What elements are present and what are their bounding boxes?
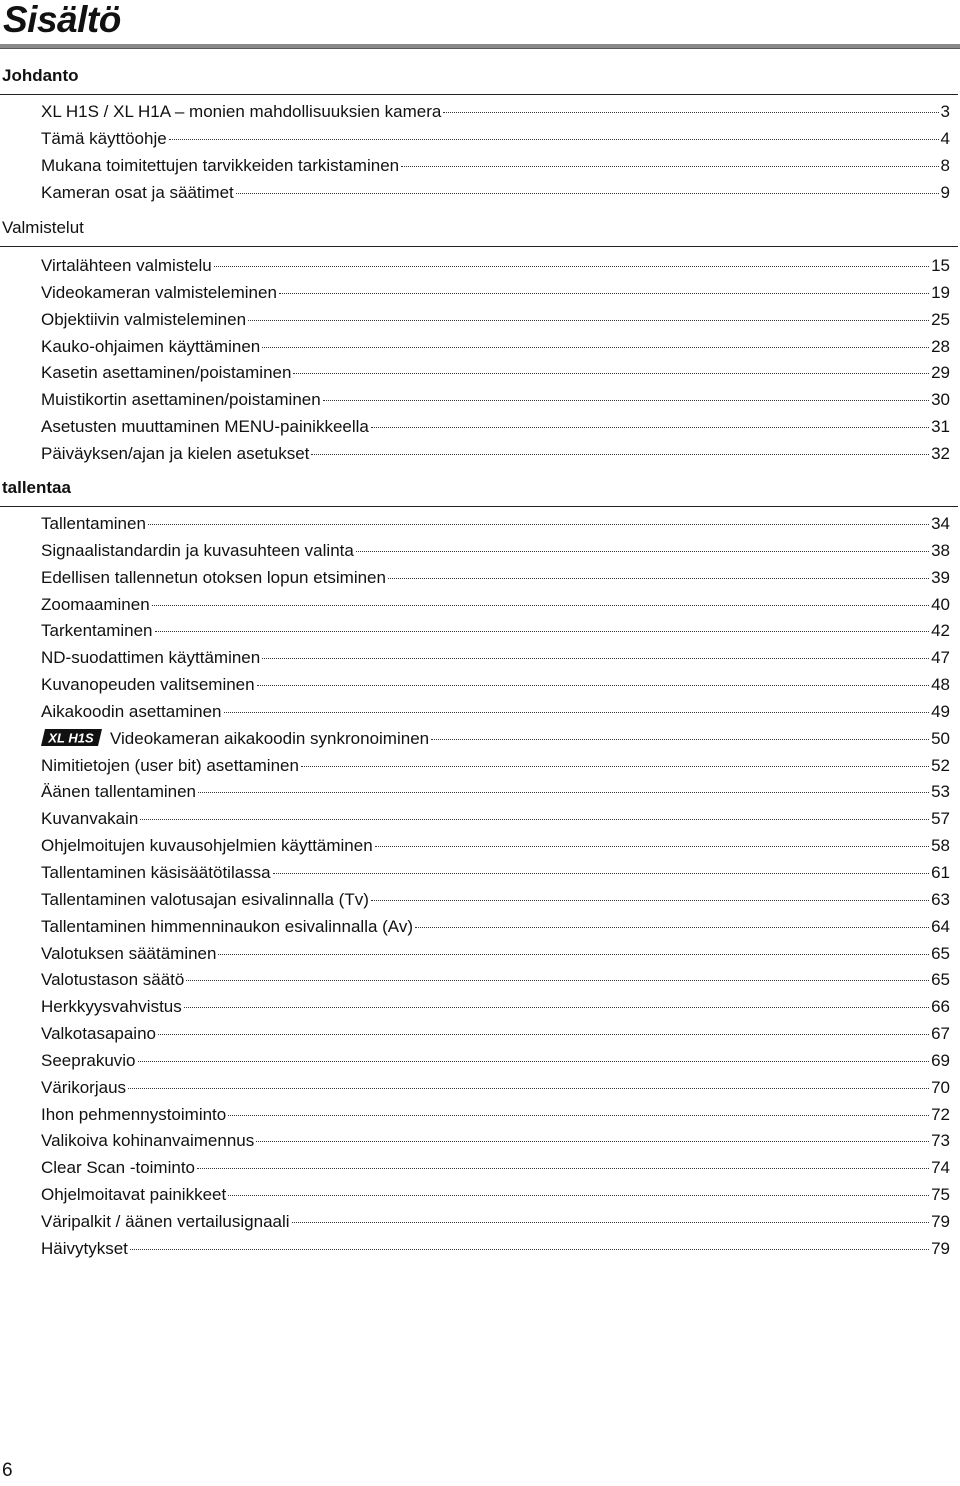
toc-entry[interactable] (41, 414, 950, 441)
toc-entry[interactable] (41, 753, 950, 780)
toc-entry-title: Kasetin asettaminen/poistaminen (41, 363, 292, 383)
toc-entry-title: Valotuksen säätäminen (41, 943, 217, 963)
toc-entry-title: Kuvanvakain (41, 809, 139, 829)
toc-entry[interactable] (41, 387, 950, 414)
section-rule (0, 94, 958, 95)
dot-leader (152, 605, 929, 606)
dot-leader (262, 658, 929, 659)
dot-leader (128, 1088, 929, 1089)
toc-entry[interactable] (41, 967, 950, 994)
toc-entry-title: Nimitietojen (user bit) asettaminen (41, 755, 299, 775)
toc-entry[interactable] (41, 334, 950, 361)
toc-entry[interactable] (41, 180, 950, 207)
toc-page-number: 66 (931, 997, 950, 1017)
toc-page-number: 57 (931, 809, 950, 829)
dot-leader (415, 927, 929, 928)
toc-entry[interactable] (41, 441, 950, 468)
dot-leader (293, 373, 929, 374)
dot-leader (169, 139, 939, 140)
toc-page-number: 75 (931, 1185, 950, 1205)
title-rule (0, 44, 960, 49)
toc-entry[interactable] (41, 538, 950, 565)
toc-entry-title: Kameran osat ja säätimet (41, 182, 234, 202)
toc-page-number: 49 (931, 701, 950, 721)
dot-leader (228, 1195, 929, 1196)
toc-page-number: 53 (931, 782, 950, 802)
dot-leader (186, 980, 929, 981)
toc-page-number: 28 (931, 336, 950, 356)
toc-entry[interactable] (41, 1075, 950, 1102)
dot-leader (323, 400, 929, 401)
toc-entry[interactable] (41, 1102, 950, 1129)
toc-page-number: 15 (931, 256, 950, 275)
dot-leader (140, 819, 929, 820)
toc-page-number: 64 (931, 916, 950, 936)
toc-entry[interactable] (41, 672, 950, 699)
toc-entry[interactable] (41, 860, 950, 887)
toc-entry[interactable] (41, 99, 950, 126)
dot-leader (371, 427, 929, 428)
toc-page-number: 61 (931, 862, 950, 882)
toc-entry-title: Tallentaminen himmenninaukon esivalinnalla (Av) (41, 916, 413, 936)
toc-entry[interactable] (41, 1155, 950, 1182)
dot-leader (279, 293, 929, 294)
toc-entry-title: Tallentaminen (41, 514, 146, 533)
dot-leader (301, 766, 929, 767)
toc-page-number: 67 (931, 1024, 950, 1044)
toc-entry-title: Clear Scan -toiminto (41, 1158, 196, 1178)
dot-leader (273, 873, 929, 874)
dot-leader (371, 900, 929, 901)
toc-entry-title: Häivytykset (41, 1238, 128, 1258)
toc-entry[interactable] (41, 1128, 950, 1155)
toc-entry[interactable] (41, 699, 950, 726)
dot-leader (130, 1249, 929, 1250)
toc-entry[interactable] (41, 726, 950, 753)
toc-list (41, 253, 950, 468)
dot-leader (443, 112, 938, 113)
toc-page-number: 70 (931, 1077, 950, 1097)
dot-leader (375, 846, 929, 847)
toc-entry[interactable] (41, 833, 950, 860)
toc-entry-title: ND-suodattimen käyttäminen (41, 648, 261, 668)
dot-leader (228, 1115, 929, 1116)
toc-page-number: 42 (931, 621, 950, 641)
toc-page-number: 65 (931, 943, 950, 963)
toc-entry-title: Aikakoodin asettaminen (41, 701, 222, 721)
dot-leader (148, 524, 929, 525)
toc-entry[interactable] (41, 806, 950, 833)
toc-entry-title: Herkkyysvahvistus (41, 997, 182, 1017)
toc-entry-title: Seeprakuvio (41, 1050, 136, 1070)
toc-entry-title: Zoomaaminen (41, 594, 150, 614)
toc-entry-title: Tallentaminen valotusajan esivalinnalla (Tv) (41, 889, 369, 909)
toc-page-number: 34 (931, 514, 950, 533)
dot-leader (218, 954, 929, 955)
toc-list (41, 99, 950, 206)
dot-leader (224, 712, 930, 713)
page-number: 6 (2, 1460, 13, 1481)
dot-leader (214, 266, 929, 267)
xl-h1s-model-badge (41, 729, 102, 746)
toc-page-number: 3 (940, 102, 950, 121)
toc-entry[interactable] (41, 360, 950, 387)
toc-page-number: 73 (931, 1131, 950, 1151)
toc-page-number: 19 (931, 282, 950, 302)
toc-entry[interactable] (41, 253, 950, 280)
toc-page-number: 52 (931, 755, 950, 775)
toc-entry[interactable] (41, 779, 950, 806)
toc-list (41, 511, 950, 1263)
toc-page-number: 69 (931, 1050, 950, 1070)
toc-entry-title-text: Videokameran aikakoodin synkronoiminen (110, 728, 430, 748)
toc-entry-title: Tallentaminen käsisäätötilassa (41, 862, 271, 882)
section-rule (0, 246, 958, 247)
toc-page-number: 4 (940, 128, 950, 148)
dot-leader (155, 631, 930, 632)
dot-leader (292, 1222, 930, 1223)
toc-entry-title: Signaalistandardin ja kuvasuhteen valinta (41, 540, 354, 560)
toc-entry-title: XL H1S / XL H1A – monien mahdollisuuksien kamera (41, 102, 442, 121)
toc-entry-title: Värikorjaus (41, 1077, 127, 1097)
toc-page-number: 38 (931, 540, 950, 560)
toc-page-number: 79 (931, 1211, 950, 1231)
toc-entry-title: Ohjelmoitujen kuvausohjelmien käyttäminen (41, 836, 373, 856)
section-heading: Johdanto (2, 66, 79, 85)
dot-leader (262, 347, 929, 348)
toc-entry-title: Päiväyksen/ajan ja kielen asetukset (41, 443, 310, 463)
toc-entry-title: Videokameran valmisteleminen (41, 282, 277, 302)
dot-leader (257, 685, 929, 686)
section-heading: Valmistelut (2, 218, 84, 237)
toc-entry[interactable] (41, 914, 950, 941)
toc-entry-title: Tämä käyttöohje (41, 128, 167, 148)
dot-leader (184, 1007, 929, 1008)
toc-entry[interactable] (41, 511, 950, 538)
toc-entry[interactable] (41, 280, 950, 307)
toc-entry-title: Väripalkit / äänen vertailusignaali (41, 1211, 290, 1231)
toc-page-number: 47 (931, 648, 950, 668)
toc-page-number: 31 (931, 417, 950, 437)
xl-h1s-badge-text: XL H1S (48, 730, 94, 746)
toc-entry-title: Mukana toimitettujen tarvikkeiden tarkistaminen (41, 155, 400, 175)
toc-entry[interactable] (41, 645, 950, 672)
toc-entry[interactable] (41, 941, 950, 968)
toc-page-number: 29 (931, 363, 950, 383)
toc-entry-title: Objektiivin valmisteleminen (41, 309, 247, 329)
toc-entry[interactable] (41, 126, 950, 153)
dot-leader (198, 792, 929, 793)
section-rule (0, 506, 958, 507)
toc-page-number: 8 (940, 155, 950, 175)
dot-leader (158, 1034, 929, 1035)
toc-entry[interactable] (41, 565, 950, 592)
toc-page-number: 50 (931, 728, 950, 748)
toc-entry[interactable] (41, 1048, 950, 1075)
dot-leader (431, 739, 929, 740)
toc-page-number: 63 (931, 889, 950, 909)
toc-page-number: 9 (940, 182, 950, 202)
toc-entry-title: Valikoiva kohinanvaimennus (41, 1131, 255, 1151)
toc-entry-title: Valkotasapaino (41, 1024, 156, 1044)
toc-entry-title: Kauko-ohjaimen käyttäminen (41, 336, 261, 356)
toc-entry[interactable] (41, 994, 950, 1021)
toc-entry[interactable] (41, 1182, 950, 1209)
toc-entry[interactable] (41, 307, 950, 334)
dot-leader (311, 454, 929, 455)
toc-entry-title (41, 726, 429, 753)
toc-page-number: 72 (931, 1104, 950, 1124)
toc-page-number: 30 (931, 390, 950, 410)
toc-entry[interactable] (41, 592, 950, 619)
toc-entry[interactable] (41, 1021, 950, 1048)
dot-leader (236, 193, 939, 194)
toc-page-number: 58 (931, 836, 950, 856)
toc-entry[interactable] (41, 153, 950, 180)
toc-page-number: 74 (931, 1158, 950, 1178)
toc-entry-title: Asetusten muuttaminen MENU-painikkeella (41, 417, 369, 437)
dot-leader (197, 1168, 929, 1169)
toc-page-number: 40 (931, 594, 950, 614)
toc-entry-title: Kuvanopeuden valitseminen (41, 675, 255, 695)
toc-entry-title: Äänen tallentaminen (41, 782, 197, 802)
dot-leader (248, 320, 929, 321)
toc-page-number: 79 (931, 1238, 950, 1258)
toc-entry-title: Edellisen tallennetun otoksen lopun etsiminen (41, 567, 386, 587)
toc-entry[interactable] (41, 618, 950, 645)
toc-page-number: 39 (931, 567, 950, 587)
toc-entry-title: Tarkentaminen (41, 621, 153, 641)
dot-leader (138, 1061, 930, 1062)
toc-entry-title: Muistikortin asettaminen/poistaminen (41, 390, 321, 410)
dot-leader (401, 166, 938, 167)
dot-leader (356, 551, 929, 552)
toc-page-number: 25 (931, 309, 950, 329)
toc-page-number: 65 (931, 970, 950, 990)
toc-entry-title: Virtalähteen valmistelu (41, 256, 212, 275)
section-heading: tallentaa (2, 478, 71, 497)
toc-entry-title: Ohjelmoitavat painikkeet (41, 1185, 227, 1205)
page-title: Sisältö (3, 0, 121, 40)
toc-entry-title: Valotustason säätö (41, 970, 185, 990)
toc-entry[interactable] (41, 1236, 950, 1263)
toc-page-number: 48 (931, 675, 950, 695)
dot-leader (256, 1141, 929, 1142)
toc-page-number: 32 (931, 443, 950, 463)
toc-entry[interactable] (41, 887, 950, 914)
toc-entry-title: Ihon pehmennystoiminto (41, 1104, 227, 1124)
dot-leader (388, 578, 929, 579)
toc-entry[interactable] (41, 1209, 950, 1236)
